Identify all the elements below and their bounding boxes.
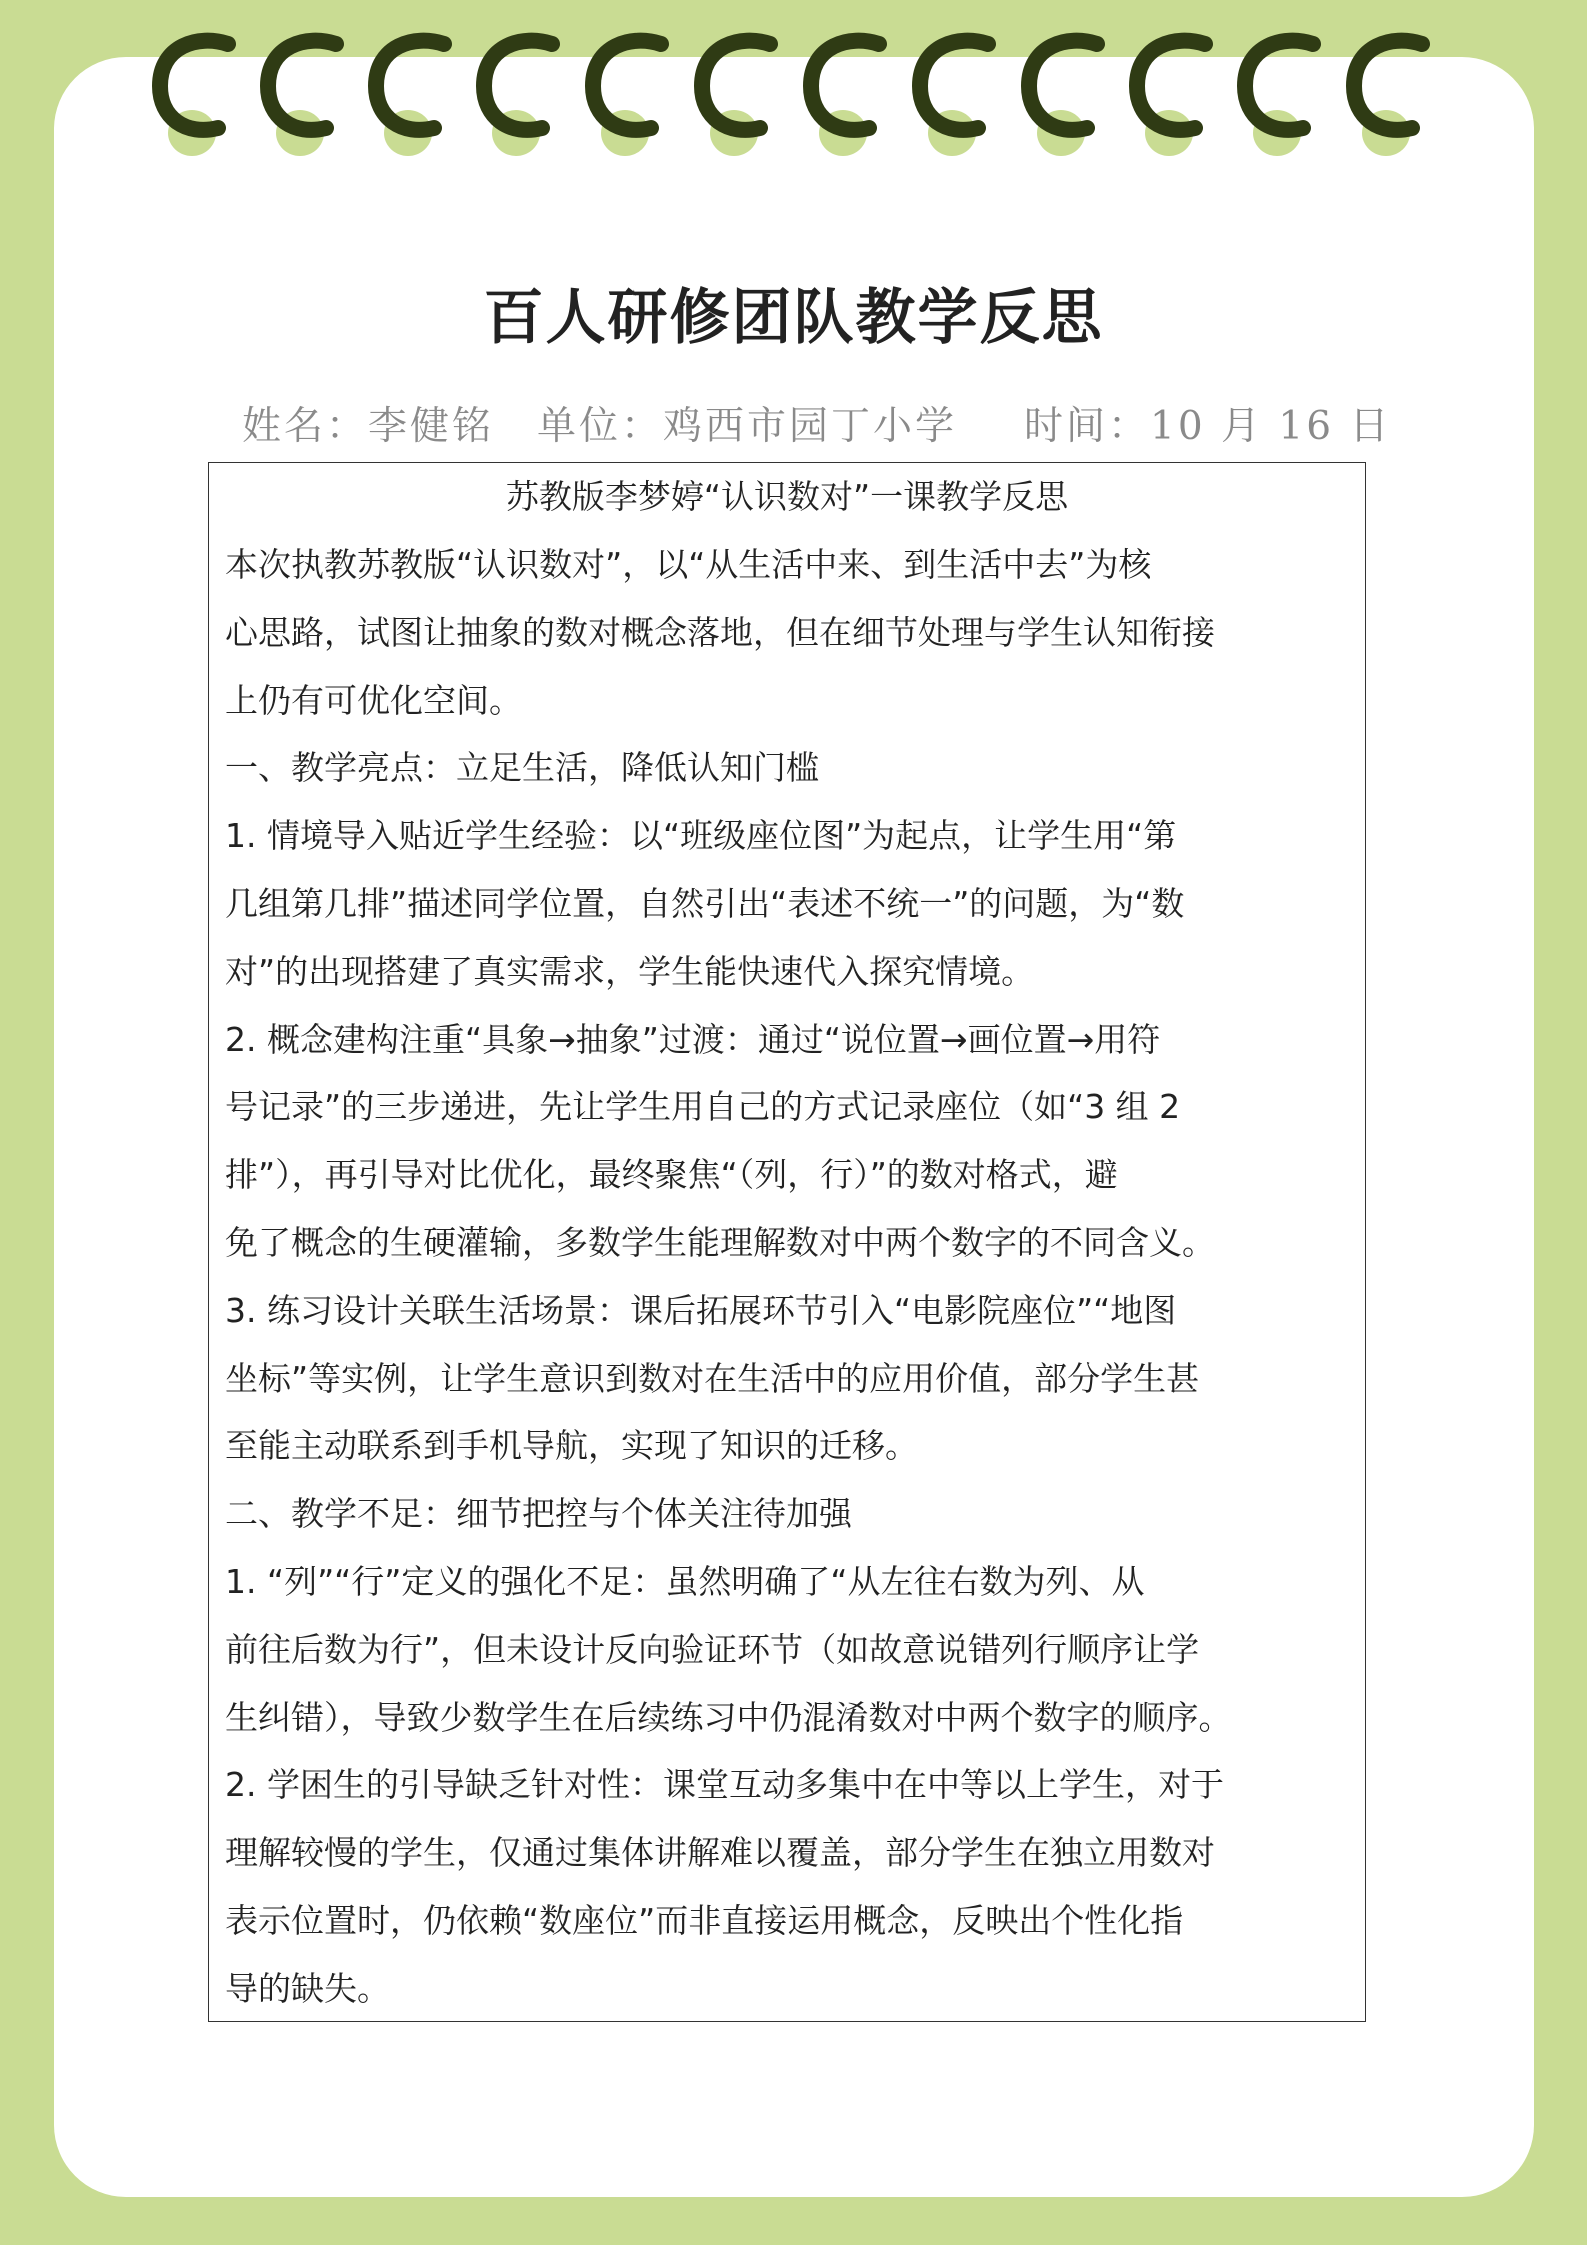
body-line: 二、教学不足：细节把控与个体关注待加强	[225, 1494, 852, 1534]
body-line: 号记录”的三步递进，先让学生用自己的方式记录座位（如“3 组 2	[225, 1087, 1181, 1127]
body-line: 1. “列”“行”定义的强化不足：虽然明确了“从左往右数为列、从	[225, 1561, 1145, 1601]
page-title: 百人研修团队教学反思	[483, 283, 1104, 353]
body-line: 至能主动联系到手机导航，实现了知识的迁移。	[225, 1426, 918, 1466]
document-body	[225, 531, 1359, 2023]
document-title: 苏教版李梦婷“认识数对”一课教学反思	[505, 477, 1069, 516]
reflection-box	[208, 462, 1366, 2022]
body-line: 理解较慢的学生，仅通过集体讲解难以覆盖，部分学生在独立用数对	[225, 1833, 1215, 1873]
body-line: 心思路，试图让抽象的数对概念落地，但在细节处理与学生认知衔接	[225, 612, 1215, 652]
body-line: 生纠错），导致少数学生在后续练习中仍混淆数对中两个数字的顺序。	[225, 1697, 1232, 1737]
binder-ring-icon	[581, 26, 651, 156]
body-line: 前往后数为行”，但未设计反向验证环节（如故意说错列行顺序让学	[225, 1629, 1200, 1669]
author-name: 姓名：李健铭	[242, 404, 495, 449]
binder-ring-icon	[1017, 26, 1087, 156]
binder-ring-icon	[690, 26, 760, 156]
unit-name: 单位：鸡西市园丁小学	[537, 404, 958, 449]
body-line: 本次执教苏教版“认识数对”，以“从生活中来、到生活中去”为核	[225, 545, 1152, 584]
body-line: 导的缺失。	[225, 1968, 390, 2008]
binder-ring-icon	[908, 26, 978, 156]
body-line: 上仍有可优化空间。	[225, 680, 522, 720]
body-line: 一、教学亮点：立足生活，降低认知门槛	[225, 748, 819, 788]
binder-ring-icon	[1342, 26, 1412, 156]
binder-ring-icon	[256, 26, 326, 156]
binder-ring-icon	[148, 26, 218, 156]
body-line: 2. 概念建构注重“具象→抽象”过渡：通过“说位置→画位置→用符	[225, 1019, 1161, 1059]
binder-ring-icon	[1233, 26, 1303, 156]
body-line: 排”），再引导对比优化，最终聚焦“（列，行）”的数对格式，避	[225, 1155, 1118, 1195]
binder-ring-icon	[799, 26, 869, 156]
body-line: 免了概念的生硬灌输，多数学生能理解数对中两个数字的不同含义。	[225, 1222, 1215, 1262]
body-line: 表示位置时，仍依赖“数座位”而非直接运用概念，反映出个性化指	[225, 1900, 1184, 1940]
binder-ring-icon	[364, 26, 434, 156]
body-line: 几组第几排”描述同学位置，自然引出“表述不统一”的问题，为“数	[225, 883, 1185, 923]
body-line: 对”的出现搭建了真实需求，学生能快速代入探究情境。	[225, 951, 1035, 991]
binder-ring-icon	[1125, 26, 1195, 156]
body-line: 2. 学困生的引导缺乏针对性：课堂互动多集中在中等以上学生，对于	[225, 1765, 1224, 1805]
binder-ring-icon	[472, 26, 542, 156]
body-line: 3. 练习设计关联生活场景：课后拓展环节引入“电影院座位”“地图	[225, 1290, 1177, 1330]
date-text: 时间：10 月 16 日	[1024, 404, 1392, 449]
body-line: 坐标”等实例，让学生意识到数对在生活中的应用价值，部分学生甚	[225, 1358, 1200, 1398]
body-line: 1. 情境导入贴近学生经验：以“班级座位图”为起点，让学生用“第	[225, 816, 1177, 856]
